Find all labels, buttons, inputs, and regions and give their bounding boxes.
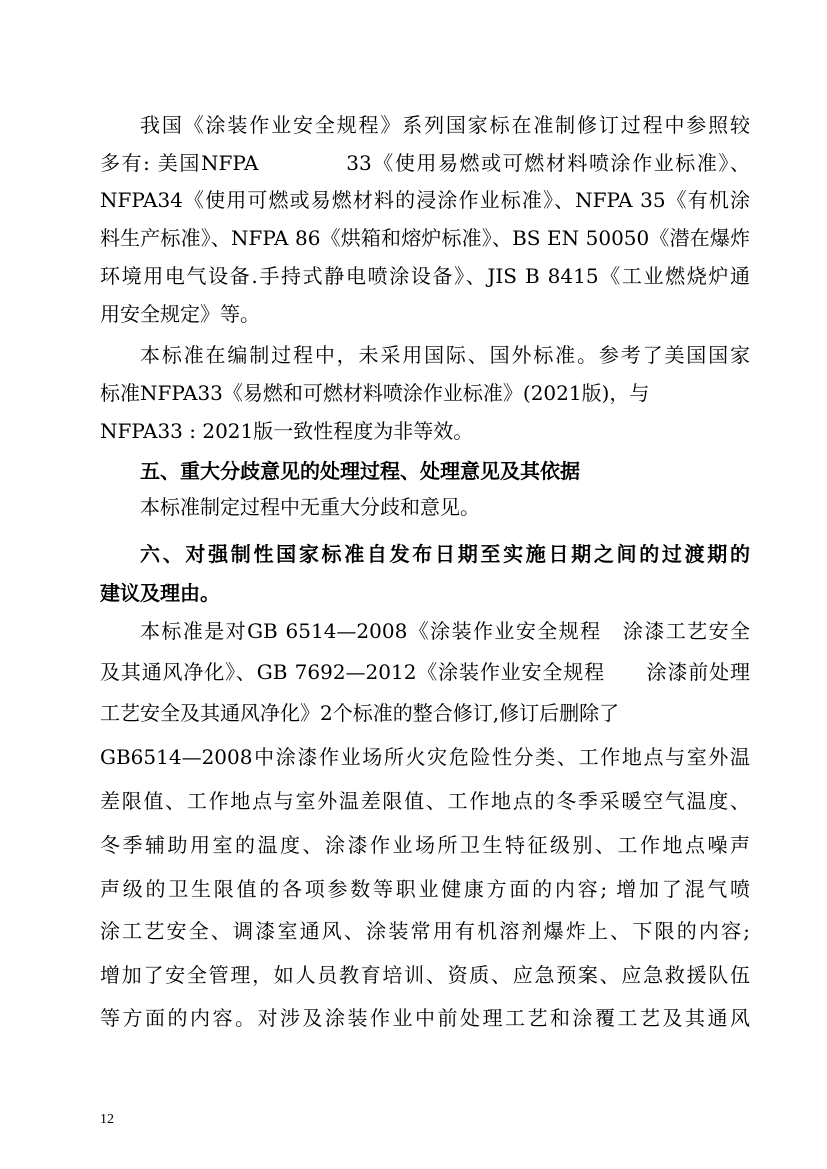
paragraph-line: 及其通风净化》、GB 7692—2012《涂装作业安全规程 涂漆前处理 [100,660,750,684]
section-heading: 六、对强制性国家标准自发布日期至实施日期之间的过渡期的 [140,542,750,566]
paragraph-line: 本标准是对GB 6514—2008《涂装作业安全规程 涂漆工艺安全 [140,619,750,643]
paragraph-line: 多有: 美国NFPA 33《使用易燃或可燃材料喷涂作业标准》、 [100,151,750,175]
section-heading: 建议及理由。 [100,581,220,605]
paragraph-line: GB6514—2008中涂漆作业场所火灾危险性分类、工作地点与室外温 [100,745,750,769]
paragraph-line: 增加了安全管理，如人员教育培训、资质、应急预案、应急救援队伍 [100,963,750,987]
paragraph-line: 本标准在编制过程中，未采用国际、国外标准。参考了美国国家 [140,343,750,367]
paragraph-line: NFPA33 : 2021版一致性程度为非等效。 [100,419,474,443]
paragraph-line: 标准NFPA33《易燃和可燃材料喷涂作业标准》(2021版)，与 [100,381,650,405]
paragraph-line: 差限值、工作地点与室外温差限值、工作地点的冬季采暖空气温度、 [100,789,750,813]
paragraph-line: 等方面的内容。对涉及涂装作业中前处理工艺和涂覆工艺及其通风 [100,1006,750,1030]
paragraph-line: 用安全规定》等。 [100,302,260,326]
paragraph-line: 本标准制定过程中无重大分歧和意见。 [140,495,480,519]
paragraph-line: 涂工艺安全、调漆室通风、涂装常用有机溶剂爆炸上、下限的内容; [100,919,750,943]
paragraph-line: 声级的卫生限值的各项参数等职业健康方面的内容; 增加了混气喷 [100,877,750,901]
page-number: 12 [100,1112,114,1127]
paragraph-line: 工艺安全及其通风净化》2个标准的整合修订,修订后删除了 [100,701,620,725]
paragraph-line: 我国《涂装作业安全规程》系列国家标在准制修订过程中参照较 [140,113,750,137]
paragraph-line: 冬季辅助用室的温度、涂漆作业场所卫生特征级别、工作地点噪声 [100,833,750,857]
paragraph-line: NFPA34《使用可燃或易燃材料的浸涂作业标准》、NFPA 35《有机涂 [100,188,750,212]
paragraph-line: 料生产标准》、NFPA 86《烘箱和熔炉标准》、BS EN 50050《潜在爆炸 [100,226,750,250]
paragraph-line: 环境用电气设备.手持式静电喷涂设备》、JIS B 8415《工业燃烧炉通 [100,264,750,288]
section-heading: 五、重大分歧意见的处理过程、处理意见及其依据 [140,459,580,483]
